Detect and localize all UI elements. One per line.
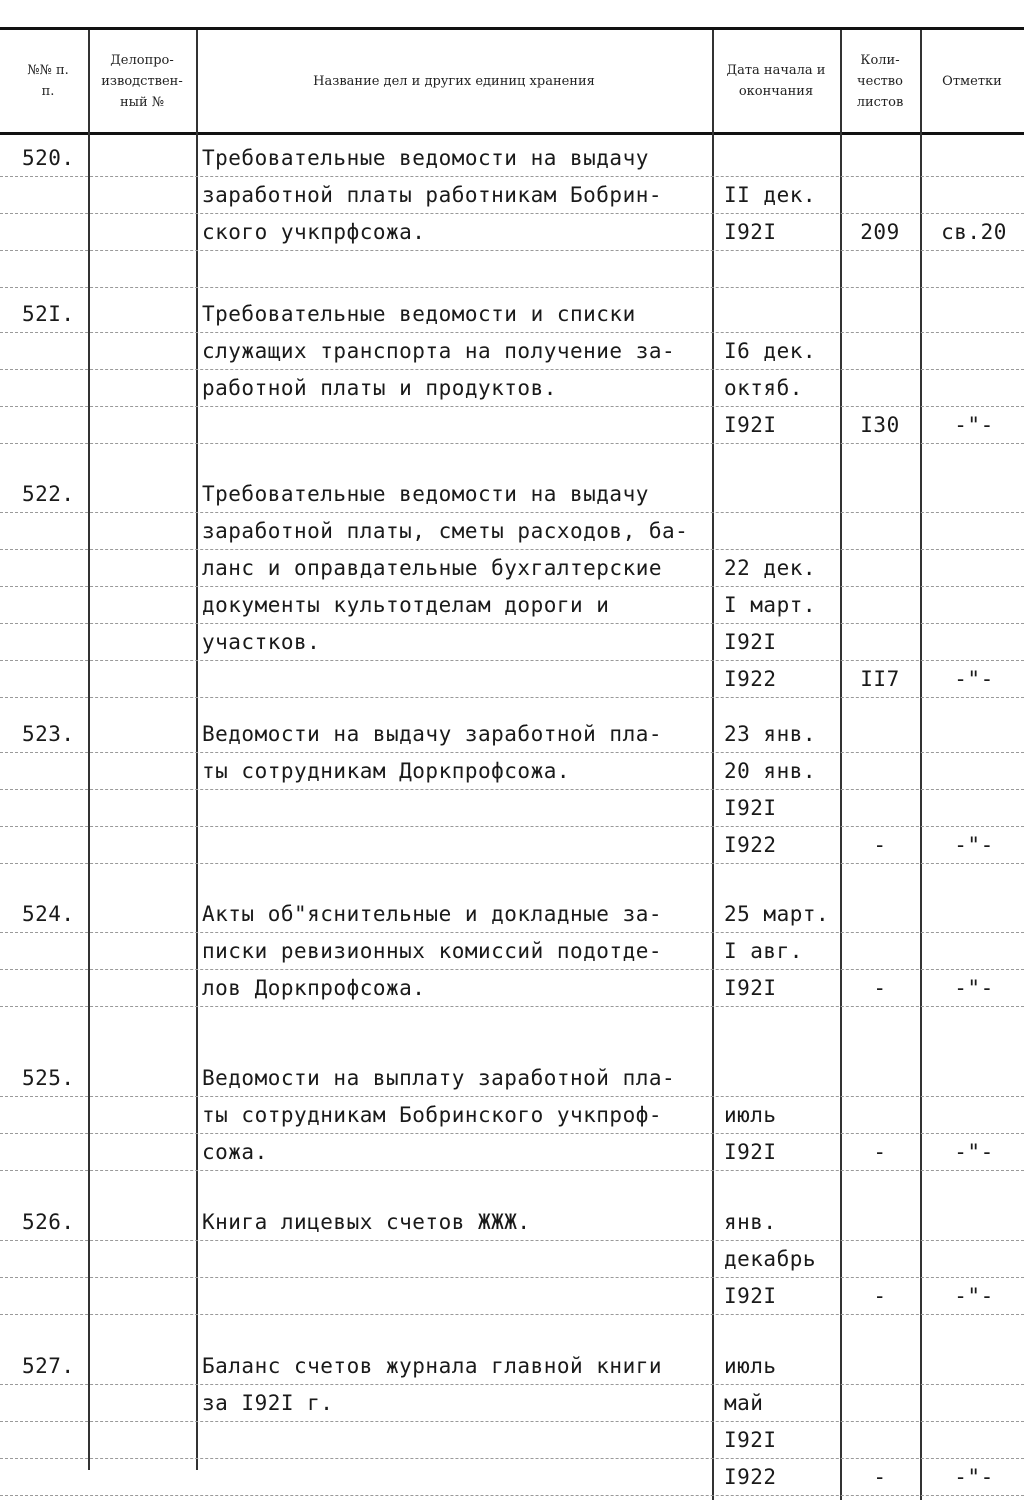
entry-date: 25 март. <box>724 902 830 926</box>
entry-date: октяб. <box>724 376 803 400</box>
entry-date: I92I <box>724 796 777 820</box>
entry-date: I922 <box>724 833 777 857</box>
entry-line <box>0 140 1024 177</box>
entry-title-line: лов Доркпрофсожа. <box>202 976 426 1000</box>
header-title: Название дел и других единиц хранения <box>313 73 595 89</box>
header-office-num: Делопро-изводствен-ный № <box>101 52 183 110</box>
entry-title-line: заработной платы работникам Бобрин- <box>202 183 663 207</box>
inventory-entry <box>0 140 1024 288</box>
entry-title-line: сожа. <box>202 1140 268 1164</box>
entry-sheet-count: II7 <box>860 667 900 691</box>
entry-line <box>0 970 1024 1007</box>
entry-number: 52I. <box>22 302 75 326</box>
entry-number: 522. <box>22 482 75 506</box>
entry-sheet-count: - <box>873 976 887 1000</box>
entry-line <box>0 296 1024 333</box>
entry-title-line: участков. <box>202 630 321 654</box>
header-sheets: Коли-чество листов <box>856 52 904 110</box>
entry-date: I92I <box>724 1428 777 1452</box>
entry-notes: -"- <box>954 976 994 1000</box>
entry-sheet-count: - <box>873 1284 887 1308</box>
entry-number: 527. <box>22 1354 75 1378</box>
entry-line <box>0 624 1024 661</box>
inventory-entry <box>0 1060 1024 1171</box>
entry-title-line: ланс и оправдательные бухгалтерские <box>202 556 663 580</box>
entry-title-line: ты сотрудникам Бобринского учкпроф- <box>202 1103 663 1127</box>
entry-date: июль <box>724 1103 777 1127</box>
entry-date: I92I <box>724 976 777 1000</box>
inventory-entry <box>0 296 1024 444</box>
inventory-entry <box>0 716 1024 864</box>
entry-line <box>0 1204 1024 1241</box>
entry-line <box>0 1097 1024 1134</box>
entry-line <box>0 1422 1024 1459</box>
entry-notes: -"- <box>954 413 994 437</box>
inventory-entry <box>0 1348 1024 1496</box>
entry-date: I92I <box>724 1284 777 1308</box>
entry-date: II дек. <box>724 183 817 207</box>
entry-line <box>0 661 1024 698</box>
entry-sheet-count: 209 <box>860 220 900 244</box>
entry-date: 20 янв. <box>724 759 817 783</box>
top-rule <box>0 27 1024 30</box>
entry-date: янв. <box>724 1210 777 1234</box>
entry-title-line: Требовательные ведомости на выдачу <box>202 146 649 170</box>
entry-line <box>0 827 1024 864</box>
entry-date: июль <box>724 1354 777 1378</box>
entry-line <box>0 790 1024 827</box>
entry-notes: -"- <box>954 833 994 857</box>
entry-title-line: Ведомости на выплату заработной пла- <box>202 1066 676 1090</box>
entry-line <box>0 1348 1024 1385</box>
entry-number: 524. <box>22 902 75 926</box>
entry-date: май <box>724 1391 764 1415</box>
entry-date: I авг. <box>724 939 803 963</box>
entry-number: 525. <box>22 1066 75 1090</box>
entry-line <box>0 1459 1024 1496</box>
entry-title-line: работной платы и продуктов. <box>202 376 557 400</box>
entry-line <box>0 1241 1024 1278</box>
entry-title-line: Требовательные ведомости на выдачу <box>202 482 649 506</box>
entry-line <box>0 251 1024 288</box>
entry-line <box>0 550 1024 587</box>
entry-notes: -"- <box>954 667 994 691</box>
entry-line <box>0 407 1024 444</box>
entry-sheet-count: - <box>873 1140 887 1164</box>
entry-number: 523. <box>22 722 75 746</box>
entry-title-line: Книга лицевых счетов ЖЖЖ. <box>202 1210 531 1234</box>
entry-date: декабрь <box>724 1247 817 1271</box>
entry-number: 526. <box>22 1210 75 1234</box>
entry-line <box>0 933 1024 970</box>
entry-line <box>0 370 1024 407</box>
entry-notes: -"- <box>954 1140 994 1164</box>
entry-line <box>0 476 1024 513</box>
entry-title-line: Баланс счетов журнала главной книги <box>202 1354 663 1378</box>
entry-title-line: Акты об"яснительные и докладные за- <box>202 902 663 926</box>
entry-date: 23 янв. <box>724 722 817 746</box>
entry-date: I92I <box>724 220 777 244</box>
entry-date: I922 <box>724 1465 777 1489</box>
entry-title-line: Требовательные ведомости и списки <box>202 302 636 326</box>
entry-line <box>0 753 1024 790</box>
inventory-entry <box>0 1204 1024 1315</box>
entry-title-line: ского учкпрфсожа. <box>202 220 426 244</box>
entry-line <box>0 214 1024 251</box>
entry-date: I6 дек. <box>724 339 817 363</box>
entry-line <box>0 333 1024 370</box>
entry-number: 520. <box>22 146 75 170</box>
entry-date: I92I <box>724 630 777 654</box>
entry-title-line: за I92I г. <box>202 1391 334 1415</box>
entry-line <box>0 1134 1024 1171</box>
entry-line <box>0 1385 1024 1422</box>
inventory-entry <box>0 896 1024 1007</box>
header-dates: Дата начала и окончания <box>726 63 826 99</box>
entry-notes: -"- <box>954 1284 994 1308</box>
entry-line <box>0 177 1024 214</box>
header-rule <box>0 132 1024 135</box>
header-notes: Отметки <box>942 73 1002 89</box>
entry-date: 22 дек. <box>724 556 817 580</box>
entry-title-line: писки ревизионных комиссий подотде- <box>202 939 663 963</box>
header-num: №№ п. п. <box>27 63 69 99</box>
entry-title-line: документы культотделам дороги и <box>202 593 610 617</box>
entry-sheet-count: - <box>873 833 887 857</box>
entry-date: I март. <box>724 593 817 617</box>
entry-title-line: Ведомости на выдачу заработной пла- <box>202 722 663 746</box>
entry-date: I922 <box>724 667 777 691</box>
entry-line <box>0 1060 1024 1097</box>
entry-line <box>0 896 1024 933</box>
entry-line <box>0 513 1024 550</box>
entry-title-line: заработной платы, сметы расходов, ба- <box>202 519 689 543</box>
entry-line <box>0 716 1024 753</box>
entry-line <box>0 1278 1024 1315</box>
entry-sheet-count: I30 <box>860 413 900 437</box>
entry-date: I92I <box>724 413 777 437</box>
entry-notes: св.20 <box>941 220 1007 244</box>
entry-title-line: ты сотрудникам Доркпрофсожа. <box>202 759 571 783</box>
entry-title-line: служащих транспорта на получение за- <box>202 339 676 363</box>
entry-notes: -"- <box>954 1465 994 1489</box>
entry-date: I92I <box>724 1140 777 1164</box>
inventory-entry <box>0 476 1024 698</box>
entry-line <box>0 587 1024 624</box>
entry-sheet-count: - <box>873 1465 887 1489</box>
